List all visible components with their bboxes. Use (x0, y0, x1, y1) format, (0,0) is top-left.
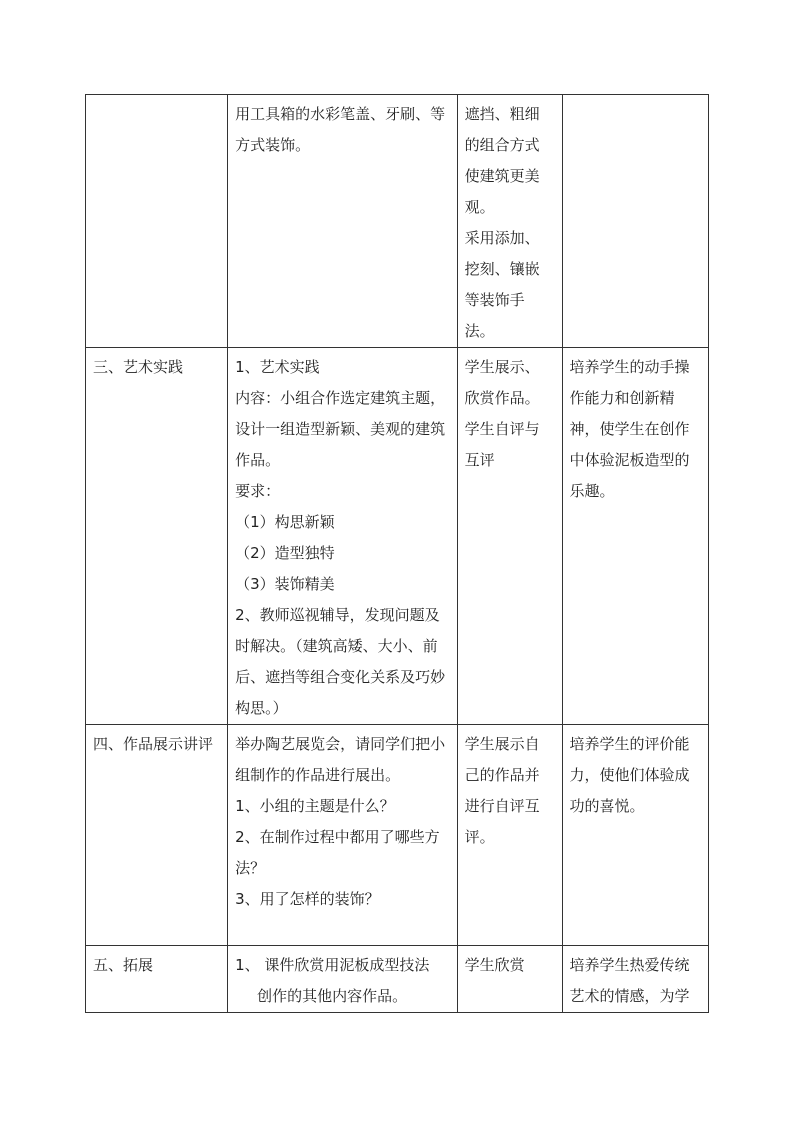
content-line: （2）造型独特 (235, 544, 335, 562)
stage-cell: 四、作品展示讲评 (86, 725, 228, 946)
content-line: 要求： (235, 482, 281, 500)
content-line: （3）装饰精美 (235, 575, 335, 593)
table-row (86, 95, 709, 348)
content-line: 内容：小组合作选定建筑主题，设计一组造型新颖、美观的建筑作品。 (235, 389, 446, 469)
content-cell (228, 95, 458, 348)
table-row (86, 348, 709, 725)
student-activity-cell (457, 725, 562, 946)
student-line: 学生自评与互评 (464, 420, 540, 469)
student-activity-cell (457, 348, 562, 725)
content-line: 1、 课件欣赏用泥板成型技法 (235, 956, 430, 974)
table-row (86, 725, 709, 946)
content-line: 1、小组的主题是什么？ (235, 797, 395, 815)
content-line: 创作的其他内容作品。 (257, 987, 408, 1005)
student-line: 学生欣赏 (464, 956, 525, 974)
content-line: 2、在制作过程中都用了哪些方法？ (235, 828, 440, 877)
stage-cell: 五、拓展 (86, 946, 228, 1013)
content-line: 2、教师巡视辅导，发现问题及时解决。（建筑高矮、大小、前后、遮挡等组合变化关系及巧妙构思。） (235, 606, 446, 717)
student-line: 采用添加、挖刻、镶嵌等装饰手法。 (464, 229, 540, 340)
student-activity-cell (457, 95, 562, 348)
content-line: （1）构思新颖 (235, 513, 335, 531)
student-activity-cell (457, 946, 562, 1013)
content-line: 1、艺术实践 (235, 358, 320, 376)
stage-cell: 三、艺术实践 (86, 348, 228, 725)
stage-cell (86, 95, 228, 348)
student-line: 学生展示、欣赏作品。 (464, 358, 540, 407)
table-row (86, 946, 709, 1013)
purpose-cell: 培养学生的动手操作能力和创新精神，使学生在创作中体验泥板造型的乐趣。 (562, 348, 708, 725)
content-cell (228, 946, 458, 1013)
student-line: 学生展示自己的作品并进行自评互评。 (464, 735, 540, 846)
content-cell (228, 348, 458, 725)
content-line: 3、用了怎样的装饰？ (235, 890, 380, 908)
purpose-cell: 培养学生的评价能力，使他们体验成功的喜悦。 (562, 725, 708, 946)
purpose-cell: 培养学生热爱传统艺术的情感，为学 (562, 946, 708, 1013)
purpose-cell (562, 95, 708, 348)
content-line: 举办陶艺展览会，请同学们把小组制作的作品进行展出。 (235, 735, 446, 784)
content-cell (228, 725, 458, 946)
lesson-plan-table (85, 94, 709, 1013)
student-line: 遮挡、粗细的组合方式使建筑更美观。 (464, 105, 540, 216)
content-line: 用工具箱的水彩笔盖、牙刷、等方式装饰。 (235, 105, 446, 154)
